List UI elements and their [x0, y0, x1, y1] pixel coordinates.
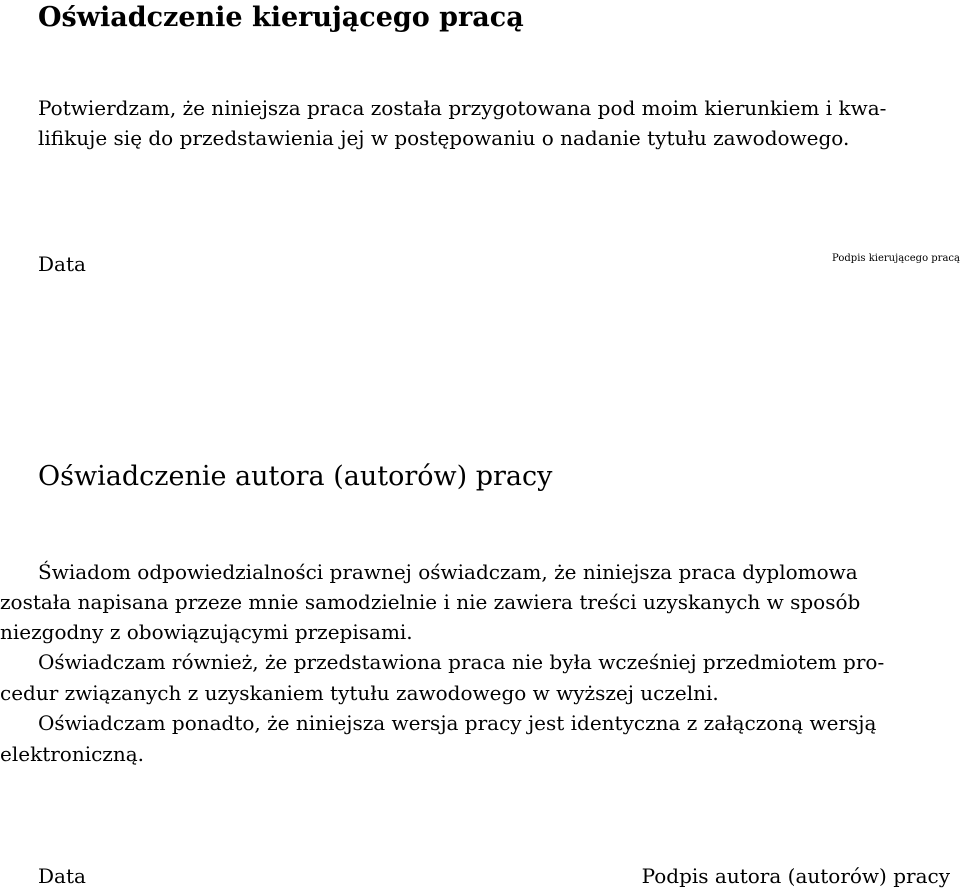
author-statement-line-6: Oświadczam ponadto, że niniejsza wersja pracy jest identyczna z załączoną wersją [38, 711, 877, 735]
author-statement-line-2: została napisana przeze mnie samodzielnie i nie zawiera treści uzyskanych w sposób [0, 590, 861, 614]
author-statement-line-4: Oświadczam również, że przedstawiona praca nie była wcześniej przedmiotem pro- [38, 650, 885, 674]
author-date-label: Data [38, 864, 86, 888]
author-statement-title: Oświadczenie autora (autorów) pracy [38, 461, 553, 492]
supervisor-statement-title: Oświadczenie kierującego pracą [38, 2, 524, 33]
author-statement-line-3: niezgodny z obowiązującymi przepisami. [0, 620, 413, 644]
supervisor-statement-line-2: lifikuje się do przedstawienia jej w postępowaniu o nadanie tytułu zawodowego. [38, 126, 850, 150]
supervisor-signature-label: Podpis kierującego pracą [832, 253, 960, 264]
author-statement-line-5: cedur związanych z uzyskaniem tytułu zawodowego w wyższej uczelni. [0, 681, 719, 705]
supervisor-date-label: Data [38, 252, 86, 276]
supervisor-statement-line-1: Potwierdzam, że niniejsza praca została przygotowana pod moim kierunkiem i kwa- [38, 96, 887, 120]
author-signature-label: Podpis autora (autorów) pracy [641, 864, 950, 888]
author-statement-line-1: Świadom odpowiedzialności prawnej oświadczam, że niniejsza praca dyplomowa [38, 560, 858, 584]
author-statement-line-7: elektroniczną. [0, 742, 145, 766]
